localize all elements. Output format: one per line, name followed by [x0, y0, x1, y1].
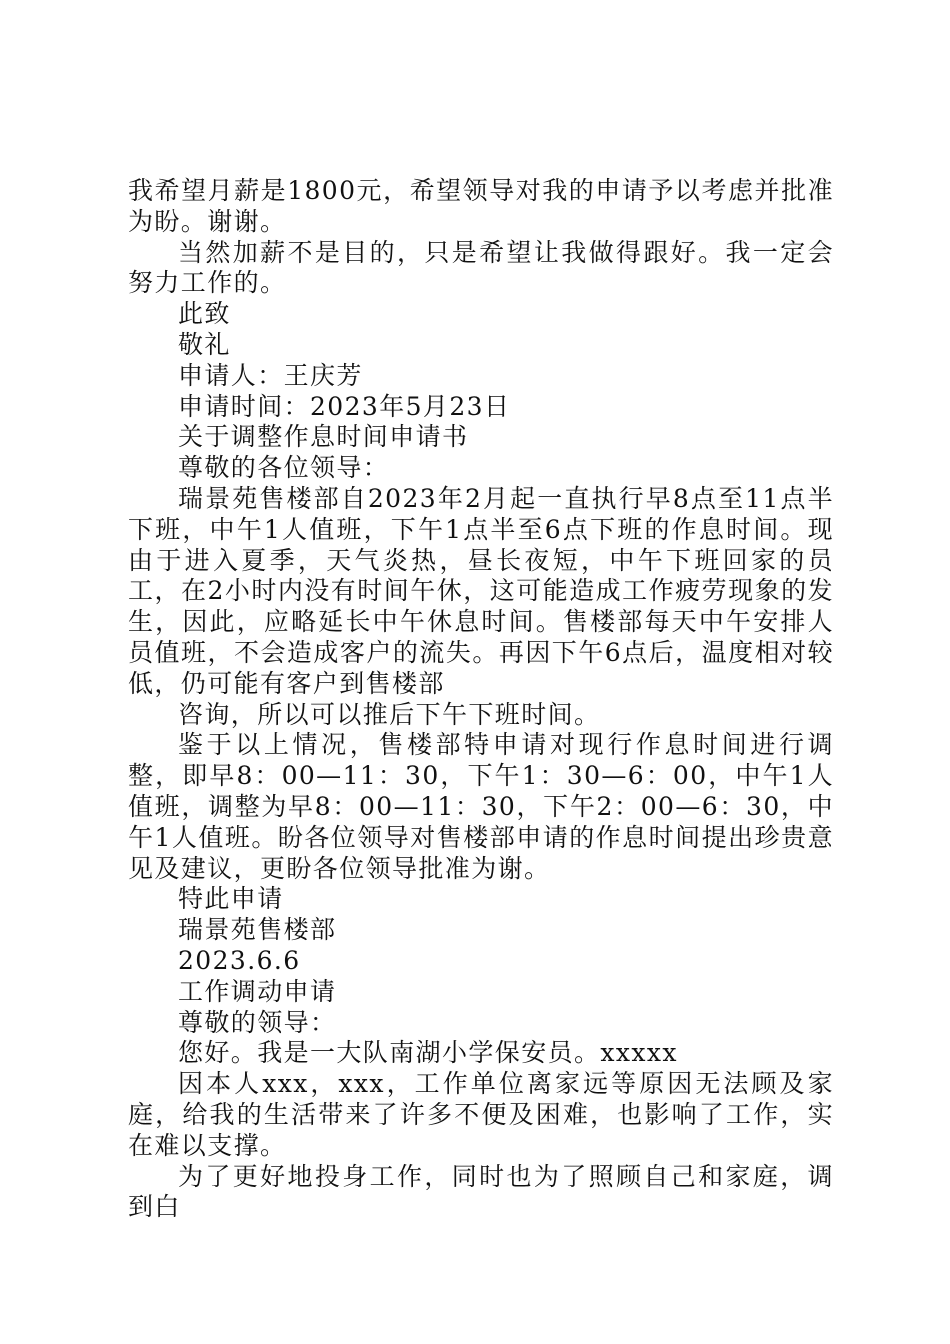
section-title-transfer: 工作调动申请 — [178, 976, 337, 1006]
document-body — [128, 176, 834, 1223]
closing-salutation: 此致 — [178, 299, 231, 329]
signature-sales-office: 瑞景苑售楼部 — [178, 915, 337, 945]
greeting-leaders: 尊敬的各位领导： — [178, 453, 390, 483]
paragraph-schedule-background: 瑞景苑售楼部自2023年2月起一直执行早8点至11点半下班，中午1人值班，下午1点半至6点下班的作息时间。现由于进入夏季，天气炎热，昼长夜短，中午下班回家的员工，在2小时内没有时间午休，这可能造成工作疲劳现象的发生，因此，应略延长中午休息时间。售楼部每天中午安排人员值班，不会造成客户的流失。再因下午6点后，温度相对较低，仍可能有客户到售楼部 — [128, 483, 834, 698]
paragraph-raise-purpose: 当然加薪不是目的，只是希望让我做得跟好。我一定会努力工作的。 — [128, 237, 834, 298]
closing-regards: 敬礼 — [178, 329, 231, 359]
application-date: 申请时间：2023年5月23日 — [178, 391, 511, 421]
paragraph-transfer-purpose: 为了更好地投身工作，同时也为了照顾自己和家庭，调到白 — [128, 1161, 834, 1222]
paragraph-transfer-reason: 因本人xxx，xxx，工作单位离家远等原因无法顾及家庭，给我的生活带来了许多不便及困难，也影响了工作，实在难以支撑。 — [128, 1069, 834, 1160]
paragraph-salary-request: 我希望月薪是1800元，希望领导对我的申请予以考虑并批准为盼。谢谢。 — [128, 176, 834, 236]
paragraph-introduction: 您好。我是一大队南湖小学保安员。xxxxx — [178, 1038, 678, 1068]
paragraph-consultation: 咨询，所以可以推后下午下班时间。 — [178, 699, 601, 729]
paragraph-schedule-proposal: 鉴于以上情况，售楼部特申请对现行作息时间进行调整，即早8：00—11：30，下午1：30—6：00，中午1人值班，调整为早8：00—11：30，下午2：00—6：30，中午1人值班。盼各位领导对售楼部申请的作息时间提出珍贵意见及建议，更盼各位领导批准为谢。 — [128, 730, 834, 883]
signature-date: 2023.6.6 — [178, 945, 301, 975]
closing-special-request: 特此申请 — [178, 884, 284, 914]
greeting-leader: 尊敬的领导： — [178, 1007, 337, 1037]
applicant-name: 申请人：王庆芳 — [178, 360, 363, 390]
section-title-schedule: 关于调整作息时间申请书 — [178, 422, 469, 452]
